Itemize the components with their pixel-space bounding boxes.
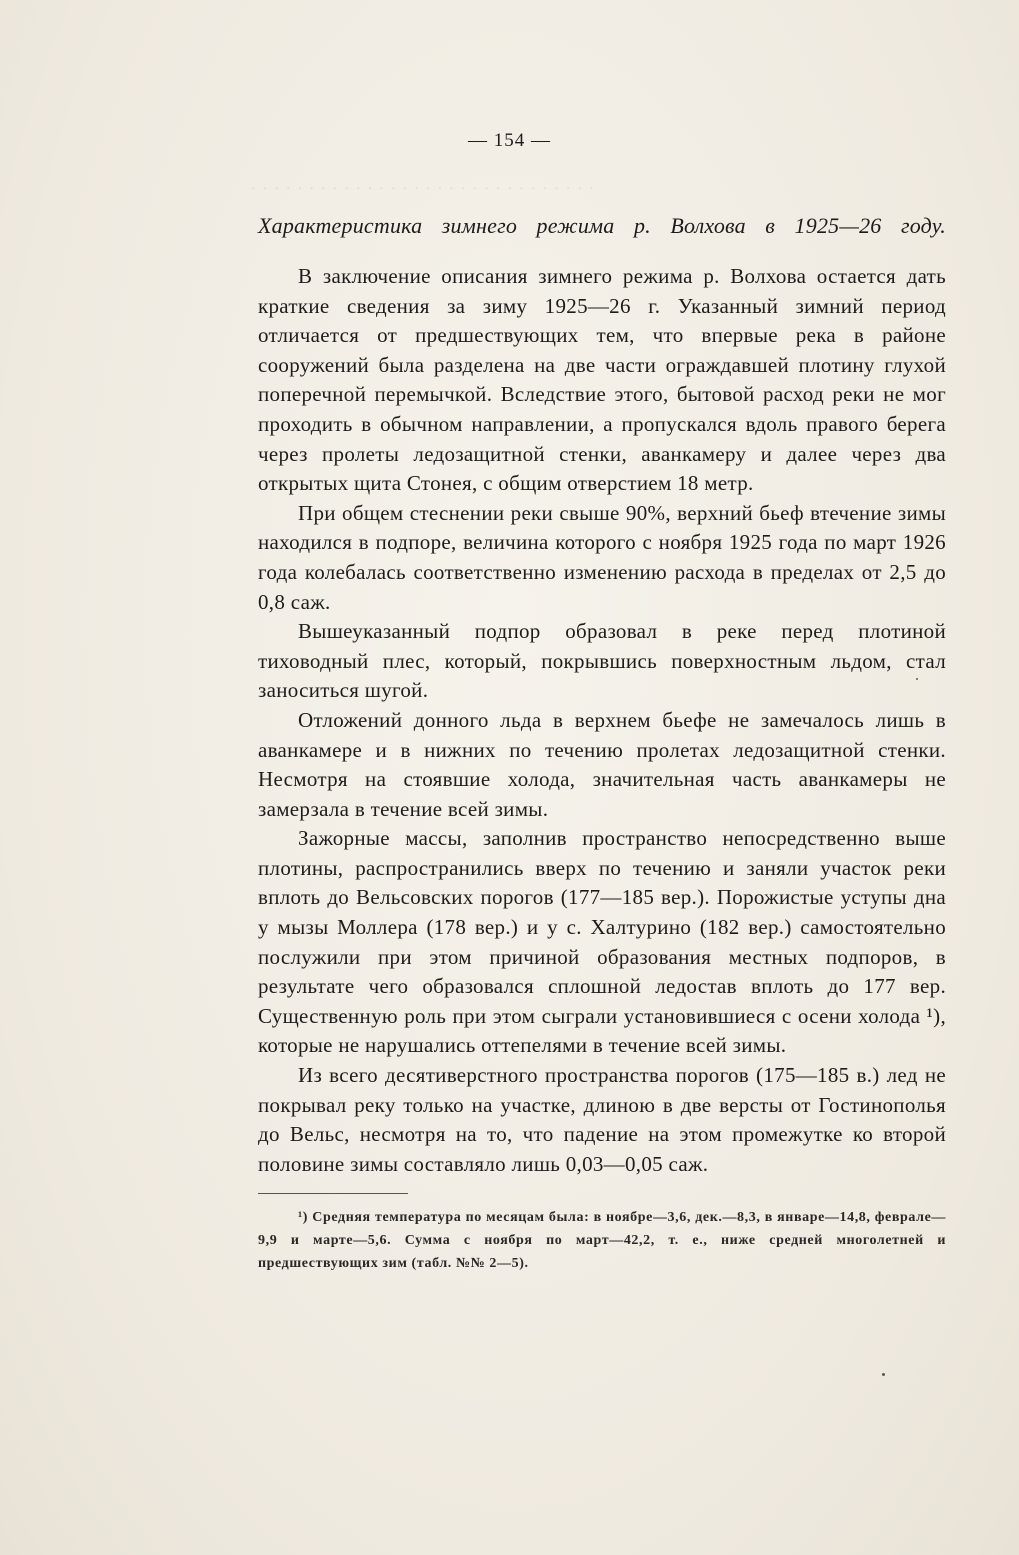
paragraph: Отложений донного льда в верхнем бьефе не замечалось лишь в аванкамере и в нижних по течению пролетах ледозащитной стенки. Несмотря на стоявшие холода, значительная часть аванкамеры не замерзала в течение всей зимы. — [258, 707, 946, 821]
text-body — [258, 210, 946, 1275]
paper-speck — [882, 1373, 885, 1376]
footnote: ¹) Средняя температура по месяцам была: в ноябре—3,6, дек.—8,3, в январе—14,8, феврале—9,9 и марте—5,6. Сумма с ноября по март—42,2, т. е., ниже средней многолетней и предшествующих зим (табл. №№ 2—5). — [258, 1210, 946, 1272]
paragraph: В заключение описания зимнего режима р. Волхова остается дать краткие сведения за зиму 1925—26 г. Указанный зимний период отличается от предшествующих тем, что впервые река в районе сооружений была разделена на две части ограждавшей плотину глухой поперечной перемычкой. Вследствие этого, бытовой расход реки не мог проходить в обычном направлении, а пропускался вдоль правого берега через пролеты ледозащитной стенки, аванкамеру и далее через два открытых щита Стонея, с общим отверстием 18 метр. — [258, 264, 946, 496]
footnote-divider — [258, 1193, 408, 1194]
paragraph: Вышеуказанный подпор образовал в реке перед плотиной тиховодный плес, который, покрывшись поверхностным льдом, стал заноситься шугой. — [258, 619, 946, 703]
page-number: — 154 — — [468, 130, 551, 151]
paragraph: При общем стеснении реки свыше 90%, верхний бьеф втечение зимы находился в подпоре, величина которого с ноября 1925 года по март 1926 года колебалась соответственно изменению расхода в пределах от 2,5 до 0,8 саж. — [258, 500, 946, 614]
bleed-through-text: · · · · · · · · · · · · · · · · · · · · · · · · · · · · · · — [250, 178, 595, 200]
paragraph: Из всего десятиверстного пространства порогов (175—185 в.) лед не покрывал реку только на участке, длиною в две версты от Гостинополья до Вельс, несмотря на то, что падение на этом промежутке ко второй половине зимы составляло лишь 0,03—0,05 саж. — [258, 1063, 946, 1176]
section-heading: Характеристика зимнего режима р. Волхова в 1925—26 году. — [258, 213, 946, 238]
paragraph: Зажорные массы, заполнив пространство непосредственно выше плотины, распространились вверх по течению и заняли участок реки вплоть до Вельсовских порогов (177—185 вер.). Порожистые уступы дна у мызы Моллера (178 вер.) и у с. Халтурино (182 вер.) самостоятельно послужили при этом причиной образования местных подпоров, в результате чего образовался сплошной ледостав вплоть до 177 вер. Существенную роль при этом сыграли установившиеся с осени холода ¹), которые не нарушались оттепелями в течение всей зимы. — [258, 826, 946, 1058]
